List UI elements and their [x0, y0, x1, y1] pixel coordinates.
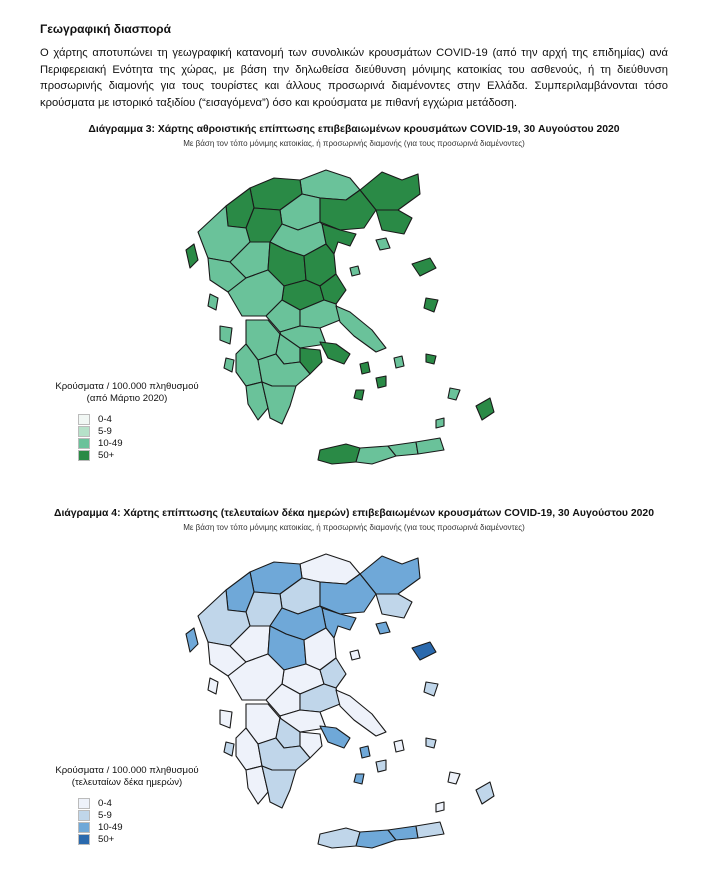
map4-region: [320, 726, 350, 748]
map4-legend-item: [78, 833, 202, 845]
map4-title: Διάγραμμα 4: Χάρτης επίπτωσης (τελευταίων δέκα ημερών) επιβεβαιωμένων κρουσμάτων COVID-19, 30 Αυγούστου 2020: [53, 508, 654, 519]
map3-region: [412, 258, 436, 276]
map4-legend-item: [78, 821, 202, 833]
map4-region: [376, 760, 386, 772]
map3-region: [318, 444, 360, 464]
map4-region: [416, 822, 444, 838]
map3-region: [394, 356, 404, 368]
map3-legend-subtitle: (από Μάρτιο 2020): [86, 393, 168, 404]
map3-region: [376, 210, 412, 234]
map3-legend-item: [78, 437, 202, 449]
map4-region: [424, 682, 438, 696]
map4-region: [336, 690, 386, 736]
map3-region: [350, 266, 360, 276]
legend-swatch: [78, 822, 90, 833]
map4-region: [394, 740, 404, 752]
map4-region: [412, 642, 436, 660]
legend-swatch: [78, 438, 90, 449]
map3-region: [336, 306, 386, 352]
legend-swatch: [78, 834, 90, 845]
map4-region: [448, 772, 460, 784]
map4-region: [208, 678, 218, 694]
legend-label: 0-4: [98, 797, 112, 809]
map3-region: [376, 376, 386, 388]
map3-region: [354, 390, 364, 400]
map4-region: [360, 746, 370, 758]
map4-legend-item: [78, 809, 202, 821]
section-heading: Γεωγραφική διασπορά: [40, 22, 171, 36]
legend-swatch: [78, 414, 90, 425]
map3-subtitle: Με βάση τον τόπο μόνιμης κατοικίας, ή προσωρινής διαμονής (για τους προσωρινά διαμένοντες): [183, 139, 525, 148]
map3-region: [376, 238, 390, 250]
intro-paragraph: Ο χάρτης αποτυπώνει τη γεωγραφική κατανομή των συνολικών κρουσμάτων COVID-19 (από την αρχή της επιδημίας) ανά Περιφερειακή Ενότητα της χώρας, με βάση την δηλωθείσα διεύθυνση μόνιμης κατοικίας του ασθενούς, ή τη διεύθυνση προσωρινής διαμονής για τους τουρίστες και άλλους προσωρινά διαμένοντες στην Ελλάδα. Συμπεριλαμβάνονται τόσο κρούσματα με ιστορικό ταξιδίου (“εισαγόμενα”) όσο και κρούσματα με πιθανή εγχώρια μετάδοση.: [40, 47, 668, 109]
map4-legend-title: Κρούσματα / 100.000 πληθυσμού: [55, 765, 199, 776]
map3-legend-item: [78, 425, 202, 437]
map4-region: [350, 650, 360, 660]
legend-label: 10-49: [98, 821, 123, 833]
legend-label: 50+: [98, 833, 115, 845]
map3-region: [426, 354, 436, 364]
map3-region: [186, 244, 198, 268]
map4-region: [354, 774, 364, 784]
legend-label: 5-9: [98, 809, 112, 821]
map4-legend-item: [78, 797, 202, 809]
map3-legend-item: [78, 413, 202, 425]
map4-region: [476, 782, 494, 804]
map3-region: [224, 358, 234, 372]
map4-region: [186, 628, 198, 652]
map4-region: [376, 594, 412, 618]
map3-region: [448, 388, 460, 400]
legend-label: 0-4: [98, 413, 112, 425]
map4-region: [436, 802, 444, 812]
map3-region: [320, 342, 350, 364]
map3-legend: [55, 381, 202, 461]
legend-swatch: [78, 426, 90, 437]
legend-swatch: [78, 450, 90, 461]
map3-region: [436, 418, 444, 428]
map4-region: [224, 742, 234, 756]
map4-region: [262, 766, 296, 808]
map4-region: [220, 710, 232, 728]
map4-greece-map: [150, 534, 550, 864]
legend-swatch: [78, 810, 90, 821]
map3-region: [360, 362, 370, 374]
map3-greece-map: [150, 150, 550, 480]
map3-region: [262, 382, 296, 424]
legend-label: 10-49: [98, 437, 123, 449]
map3-region: [424, 298, 438, 312]
map4-region: [318, 828, 360, 848]
map3-region: [220, 326, 232, 344]
map3-legend-item: [78, 449, 202, 461]
map4-legend-subtitle: (τελευταίων δέκα ημερών): [71, 777, 183, 788]
legend-label: 50+: [98, 449, 115, 461]
map3-region: [476, 398, 494, 420]
map3-legend-title: Κρούσματα / 100.000 πληθυσμού: [55, 381, 199, 392]
map3-region: [208, 294, 218, 310]
map3-region: [416, 438, 444, 454]
map4-region: [376, 622, 390, 634]
legend-swatch: [78, 798, 90, 809]
map4-legend: [55, 765, 202, 845]
legend-label: 5-9: [98, 425, 112, 437]
map3-title: Διάγραμμα 3: Χάρτης αθροιστικής επίπτωσης επιβεβαιωμένων κρουσμάτων COVID-19, 30 Αυγούστου 2020: [88, 124, 620, 135]
map4-region: [426, 738, 436, 748]
map4-subtitle: Με βάση τον τόπο μόνιμης κατοικίας, ή προσωρινής διαμονής (για τους προσωρινά διαμένοντες): [183, 523, 525, 532]
